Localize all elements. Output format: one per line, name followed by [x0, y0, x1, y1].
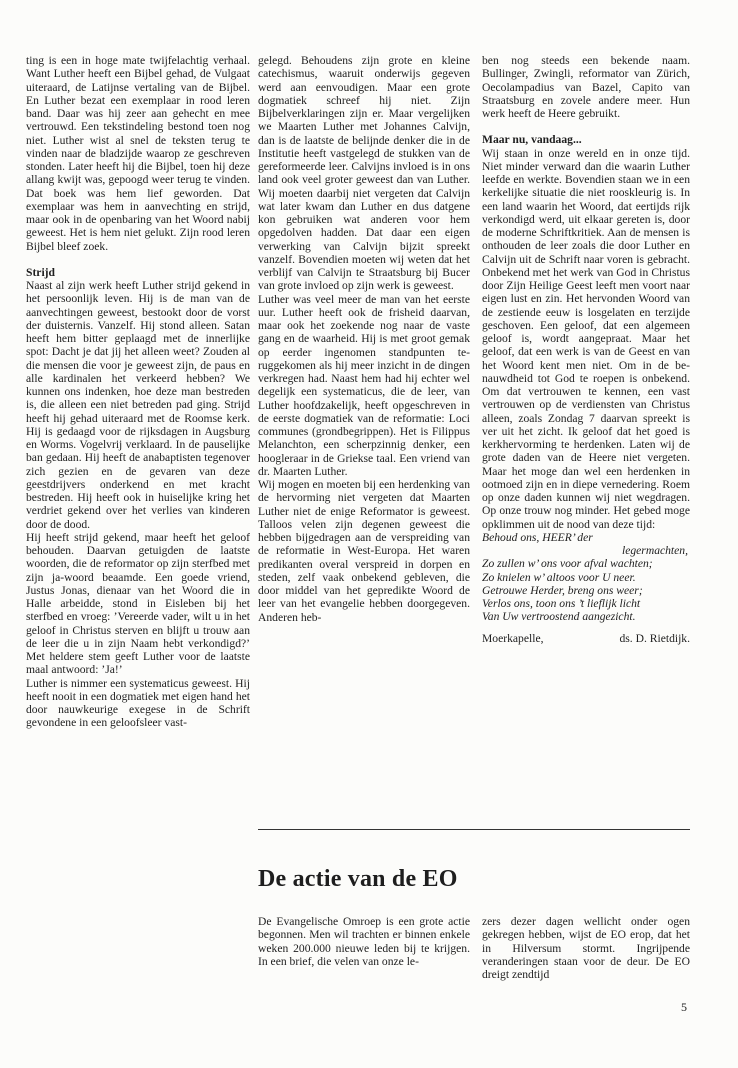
paragraph: gelegd. Behoudens zijn grote en kleine catechismus, waaruit onderwijs gegeven werd aan eenvoudigen. Maar een grote dogmatiek schreef hij niet. Zijn Bijbelverklaringen zijn er. Maar vergelijken we Maarten Luther met Johannes Calvijn, dan is de laatste de belijnde denker die in de Institutie heeft vastgelegd de stukken van de gereformeerde leer. Calvijns invloed is in ons land ook veel groter geweest dan van Luther. Wij moeten daarbij niet vergeten dat Calvijn wat later kwam dan Luther en dus datgene kon gebruiken wat anderen voor hem opgedolven hadden. Dat daar een eigen verwerking van Calvijn bijzit spreekt vanzelf. Bovendien moeten wij weten dat het verblijf van Calvijn te Straatsburg bij Bucer van grote invloed op zijn werk is geweest. — [258, 54, 470, 293]
paragraph: zers dezer dagen wellicht onder ogen gekregen hebben, wijst de EO erop, dat het in Hilversum stormt. Ingrijpende veranderingen staan voor de deur. De EO dreigt zendtijd — [482, 915, 690, 981]
poem-line: Verlos ons, toon ons ’t lieflijk licht — [482, 597, 641, 610]
signature-author: ds. D. Rietdijk. — [619, 631, 690, 645]
page-number: 5 — [681, 1000, 687, 1014]
article-headline: De actie van de EO — [258, 866, 458, 892]
poem-line: Behoud ons, HEER’ der — [482, 530, 593, 544]
paragraph: Luther is nimmer een systematicus geweest. Hij heeft nooit in een dogmatiek met eigen hand het door nauwkeurige exegese in de Schrift gevondene in een geloofsleer vast- — [26, 676, 250, 730]
paragraph: ting is een in hoge mate twijfelachtig verhaal. Want Luther heeft een Bijbel gehad, de Vulgaat uiteraard, de Latijnse vertaling van de Bijbel. En Luther bezat een exemplaar in rood leren band. Daar was hij zeer aan gehecht en mee vertrouwd. Een tekstindeling bestond toen nog niet. Luther wist al snel de teksten terug te vinden naar de bladzijde waarop ze geschreven stonden. Later heeft hij die Bijbel, toen hij deze allang kwijt was, gepoogd weer terug te vinden. Dat boek was hem lief geworden. Dat exemplaar was hem in aanvechting en strijd, maar ook in de openbaring van het Woord nabij geweest. Het is hem niet gelukt. Zijn rood leren Bijbel bleef zoek. — [26, 54, 250, 253]
poem-line: Van Uw vertroostend aangezicht. — [482, 610, 636, 624]
article-column-2 — [258, 54, 470, 624]
article-column-1 — [26, 54, 250, 730]
paragraph: Wij staan in onze wereld en in onze tijd. Niet minder verward dan die waarin Luther leefde en werkte. Bovendien staan we in een kerkelijke situatie die niet rooskleurig is. In een land waarin het Woord, dat eertijds rijk verkondigd werd, uit elkaar gereten is, door de moderne Schriftkritiek. Aan de mensen is onthouden de leer zoals die door Luther en Calvijn uit de Schrift naar voren is gebracht. Onbekend met het werk van God in Christus door Zijn Heilige Geest leeft men voort naar eigen lust en zin. Het hervonden Woord van de zestiende eeuw is losgelaten en terzijde geschoven. Een geloof, dat een algemeen geloof is, wordt aangepraat. Maar het geloof, dat een werk is van de Geest en van het Woord kent men niet. Om in de benauwdheid tot God te roepen is onbekend. Om dat vertrouwen te kennen, een vast vertrouwen op de verdiensten van Christus alleen, zoals Zondag 7 daarvan spreekt is ver uit het zicht. Ik geloof dat het goed is kerkhervorming te herdenken. Laten wij de grote daden van de Heere niet vergeten. Maar het moge dan wel een herdenken in ootmoed zijn en in diepe vernedering. Roem op onze daden kunnen wij niet wegdragen. Op onze trouw nog minder. Het gebed moge opklimmen uit de nood van deze tijd: — [482, 146, 690, 531]
paragraph: De Evangelische Omroep is een grote actie begonnen. Men wil trachten er binnen enkele weken 200.000 nieuwe leden bij te krijgen. In een brief, die velen van onze le- — [258, 915, 470, 968]
paragraph: Naast al zijn werk heeft Luther strijd gekend in het persoonlijk leven. Hij is de man van de aanvechtingen geweest, bestookt door de vorst der duisternis. Vanzelf. Hij stond alleen. Satan heeft hem bitter geplaagd met de innerlijke spot: Dacht je dat jij het alleen weet? Zouden al die mensen die voor je geweest zijn, de paus en alle kardinalen het verkeerd hebben? We kunnen ons indenken, hoe deze man bestreden is, die alleen een niet betreden pad ging. Strijd heeft hij gehad uiteraard met de Roomse kerk. Hij is gedaagd voor de rijksdagen in Augsburg en Worms. Vogelvrij verklaard. In de pauselijke ban gedaan. Hij heeft de anabaptisten tegenover zich gezien en de gevaren van deze geestdrijvers onderkend en met kracht bestreden. Hij heeft ook in huiselijke kring het verdriet gekend over het verlies van kinderen door de dood. — [26, 279, 250, 531]
section-heading-strijd: Strijd — [26, 265, 55, 279]
poem-quote — [482, 531, 690, 624]
article2-column-2 — [482, 915, 690, 981]
signature-place: Moerkapelle, — [482, 631, 544, 645]
poem-line: Zo knielen w’ altoos voor U neer. — [482, 570, 636, 584]
paragraph: Luther was veel meer de man van het eerste uur. Luther heeft ook de frisheid daarvan, maar ook het zoekende nog naar de vaste gang en de waarheid. Hij is met groot gemak op eerder ingenomen standpunten teruggekomen als hij meer inzicht in de dingen verkregen had. Naast hem had hij echter wel degelijk een systematicus, die de leer, van Luther hoofdzakelijk, heeft opgeschreven in de eerste dogmatiek van de reformatie: Loci communes (grondbegrippen). Het is Filippus Melanchton, een scherpzinnig denker, een hoogleraar in de Griekse taal. Een vriend van dr. Maarten Luther. — [258, 292, 470, 478]
poem-line: Getrouwe Herder, breng ons weer; — [482, 583, 643, 597]
poem-line: Zo zullen w’ ons voor afval wachten; — [482, 557, 653, 571]
signature — [482, 632, 690, 645]
article2-column-1 — [258, 915, 470, 968]
section-heading-maar-nu: Maar nu, vandaag... — [482, 133, 582, 147]
paragraph: Hij heeft strijd gekend, maar heeft het geloof behouden. Daarvan getuigden de laatste woorden, die de reformator op zijn sterfbed met zijn ja-woord beaamde. Een goede vriend, Justus Jonas, dienaar van het Woord die in Halle arbeidde, stond in Eisleben bij het sterfbed en vroeg: ’Vereerde vader, wilt u in het geloof in Christus sterven en blijft u trouw aan de leer die u in zijn Naam hebt verkondigd?’ Met heldere stem geeft Luther voor de laatste maal antwoord: ’Ja!’ — [26, 530, 250, 677]
article-column-3 — [482, 54, 690, 645]
poem-line: legermachten, — [622, 544, 688, 557]
paragraph: ben nog steeds een bekende naam. Bullinger, Zwingli, reformator van Zürich, Oecolampadius van Bazel, Capito van Straatsburg en zovele andere meer. Hun werk heeft de Heere gebruikt. — [482, 54, 690, 120]
section-divider — [258, 829, 690, 830]
paragraph: Wij mogen en moeten bij een herdenking van de hervorming niet vergeten dat Maarten Luther niet de enige Reformator is geweest. Talloos velen zijn degenen geweest die hebben bijgedragen aan de verspreiding van de reformatie in West-Europa. Het waren predikanten overal verspreid in dorpen en steden, zelf vaak onbekend gebleven, die door middel van het gepredikte Woord de leer van het evangelie hebben doorgegeven. Anderen heb- — [258, 478, 470, 624]
